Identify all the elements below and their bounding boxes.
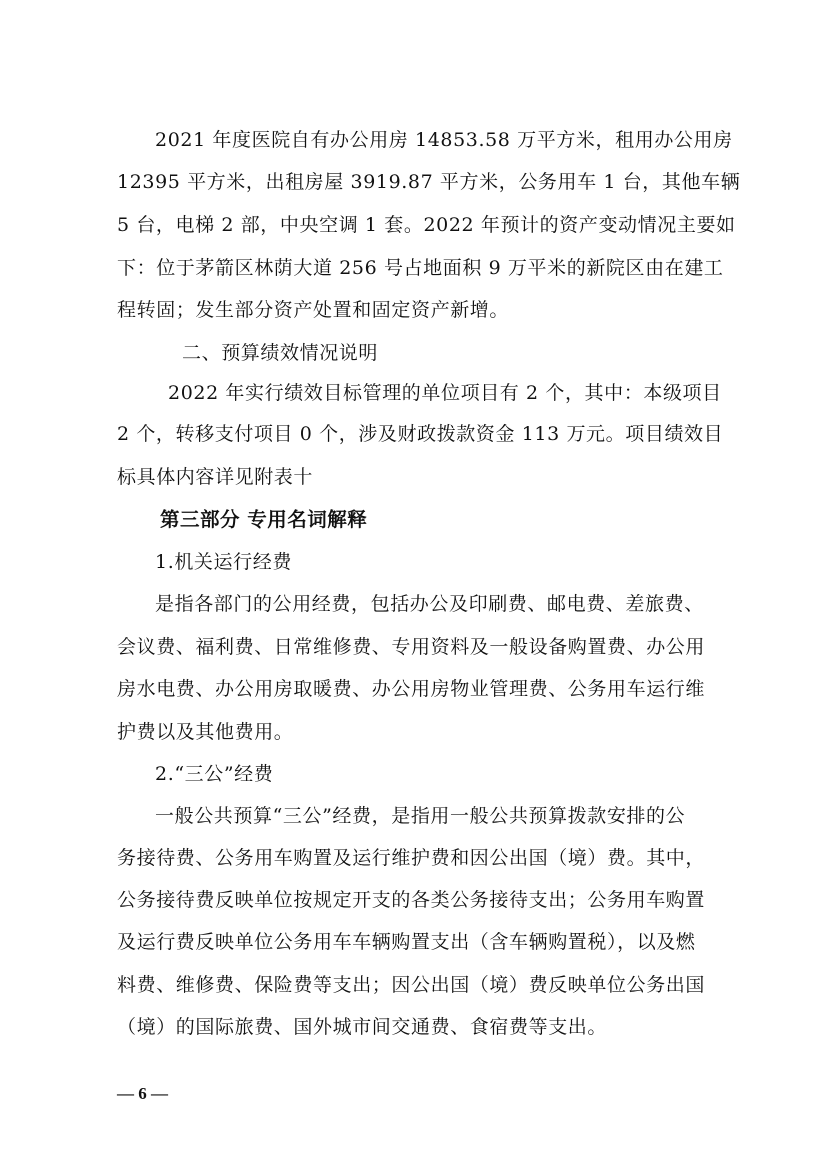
paragraph-line: 房水电费、办公用房取暖费、办公用房物业管理费、公务用车运行维	[117, 678, 706, 700]
paragraph-line: 及运行费反映单位公务用车车辆购置支出（含车辆购置税），以及燃	[117, 931, 696, 953]
paragraph-line: 护费以及其他费用。	[117, 721, 294, 743]
paragraph-line: 一般公共预算“三公”经费，是指用一般公共预算拨款安排的公	[155, 805, 686, 827]
paragraph-line: 5 台，电梯 2 部，中央空调 1 套。2022 年预计的资产变动情况主要如	[117, 214, 736, 236]
subsection-heading: 二、预算绩效情况说明	[182, 342, 379, 364]
paragraph-line: 程转固；发生部分资产处置和固定资产新增。	[117, 299, 510, 321]
page-number: — 6 —	[117, 1084, 168, 1103]
paragraph-line: 务接待费、公务用车购置及运行维护费和因公出国（境）费。其中，	[117, 847, 706, 869]
paragraph-line: 料费、维修费、保险费等支出；因公出国（境）费反映单位公务出国	[117, 974, 706, 996]
paragraph-line: 标具体内容详见附表十	[117, 466, 314, 488]
paragraph-line: 2021 年度医院自有办公用房 14853.58 万平方米，租用办公用房	[155, 129, 733, 151]
paragraph-line: 下：位于茅箭区林荫大道 256 号占地面积 9 万平米的新院区由在建工	[117, 257, 724, 279]
paragraph-line: 是指各部门的公用经费，包括办公及印刷费、邮电费、差旅费、	[155, 593, 704, 615]
term-heading: 2.“三公”经费	[155, 763, 274, 785]
paragraph-line: 2 个，转移支付项目 0 个，涉及财政拨款资金 113 万元。项目绩效目	[117, 423, 724, 445]
paragraph-line: （境）的国际旅费、国外城市间交通费、食宿费等支出。	[117, 1016, 608, 1038]
term-heading: 1.机关运行经费	[155, 551, 292, 573]
section-heading: 第三部分 专用名词解释	[160, 508, 368, 531]
paragraph-line: 12395 平方米，出租房屋 3919.87 平方米，公务用车 1 台，其他车辆	[117, 171, 741, 193]
paragraph-line: 公务接待费反映单位按规定开支的各类公务接待支出；公务用车购置	[117, 889, 706, 911]
paragraph-line: 2022 年实行绩效目标管理的单位项目有 2 个，其中：本级项目	[168, 382, 722, 404]
paragraph-line: 会议费、福利费、日常维修费、专用资料及一般设备购置费、办公用	[117, 636, 706, 658]
